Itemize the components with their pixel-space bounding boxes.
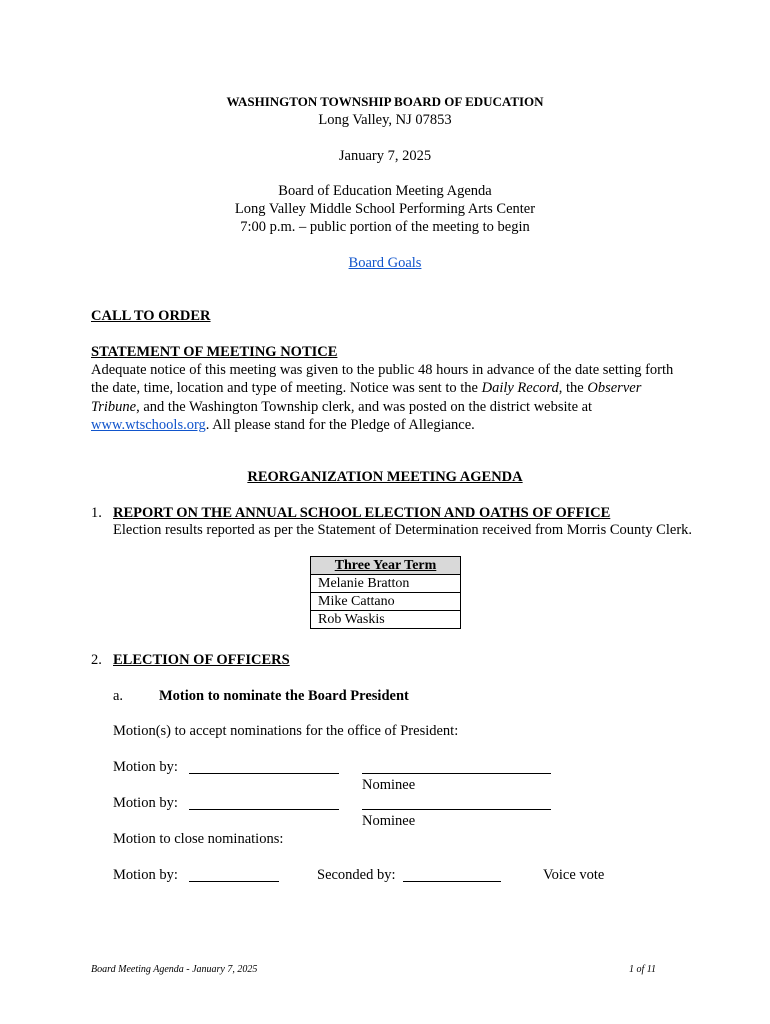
meeting-notice-text (91, 361, 691, 434)
daily-record-name: Daily Record (481, 380, 559, 397)
motion-by-label: Motion by: (113, 867, 178, 883)
item2-sub-letter: a. (113, 688, 124, 704)
election-results-table (310, 556, 461, 629)
nominee-blank[interactable] (362, 796, 551, 810)
observer-tribune-name: Observer Tribune (91, 380, 642, 415)
seconded-by-label: Seconded by: (317, 867, 396, 883)
table-header-row (311, 557, 461, 575)
motion-by-blank[interactable] (189, 796, 339, 810)
notice-text-part: , and the Washington Township clerk, and was posted on the district website at (136, 398, 593, 415)
item1-heading: REPORT ON THE ANNUAL SCHOOL ELECTION AND OATHS OF OFFICE (113, 505, 611, 521)
meeting-time: 7:00 p.m. – public portion of the meeting to begin (240, 219, 530, 235)
table-row (311, 593, 461, 611)
seconded-by-blank[interactable] (403, 868, 501, 882)
item2-heading: ELECTION OF OFFICERS (113, 652, 290, 668)
nominee-blank[interactable] (362, 760, 551, 774)
board-goals-link[interactable]: Board Goals (348, 255, 422, 271)
venue: Long Valley Middle School Performing Arts Center (234, 201, 536, 217)
member-cell: Rob Waskis (311, 611, 461, 629)
page-number: 1 of 11 (628, 964, 656, 975)
accept-nominations-text: Motion(s) to accept nominations for the office of President: (113, 723, 459, 739)
close-nominations-text: Motion to close nominations: (113, 831, 284, 847)
table-row (311, 611, 461, 629)
table-header: Three Year Term (311, 557, 461, 575)
board-goals-row (0, 254, 770, 272)
org-name: WASHINGTON TOWNSHIP BOARD OF EDUCATION (226, 94, 544, 109)
table-row (311, 575, 461, 593)
member-cell: Melanie Bratton (311, 575, 461, 593)
notice-text-part: . All please stand for the Pledge of Allegiance. (205, 416, 475, 433)
meeting-date: January 7, 2025 (338, 148, 432, 164)
notice-text-part: , the (558, 380, 588, 397)
voice-vote-label: Voice vote (543, 867, 605, 883)
nominee-label: Nominee (362, 777, 416, 793)
item1-number: 1. (91, 505, 102, 521)
call-to-order-heading: CALL TO ORDER (91, 308, 211, 324)
member-cell: Mike Cattano (311, 593, 461, 611)
item2-sub-heading: Motion to nominate the Board President (159, 688, 409, 704)
motion-by-blank[interactable] (189, 760, 339, 774)
footer-title: Board Meeting Agenda - January 7, 2025 (91, 964, 258, 975)
item2-number: 2. (91, 652, 102, 668)
nominee-label: Nominee (362, 813, 416, 829)
motion-by-blank[interactable] (189, 868, 279, 882)
reorg-heading: REORGANIZATION MEETING AGENDA (247, 469, 523, 485)
item1-text: Election results reported as per the Statement of Determination received from Morris County Clerk. (113, 522, 693, 538)
notice-text-part: Adequate notice of this meeting was given to the public 48 hours in advance of the date setting forth the date, time, location and type of meeting. Notice was sent to the (91, 362, 674, 397)
location: Long Valley, NJ 07853 (318, 112, 452, 128)
agenda-title: Board of Education Meeting Agenda (278, 183, 492, 199)
district-website-link[interactable]: www.wtschools.org (91, 416, 206, 433)
motion-by-label: Motion by: (113, 759, 178, 775)
motion-by-label: Motion by: (113, 795, 178, 811)
meeting-notice-heading: STATEMENT OF MEETING NOTICE (91, 344, 338, 360)
